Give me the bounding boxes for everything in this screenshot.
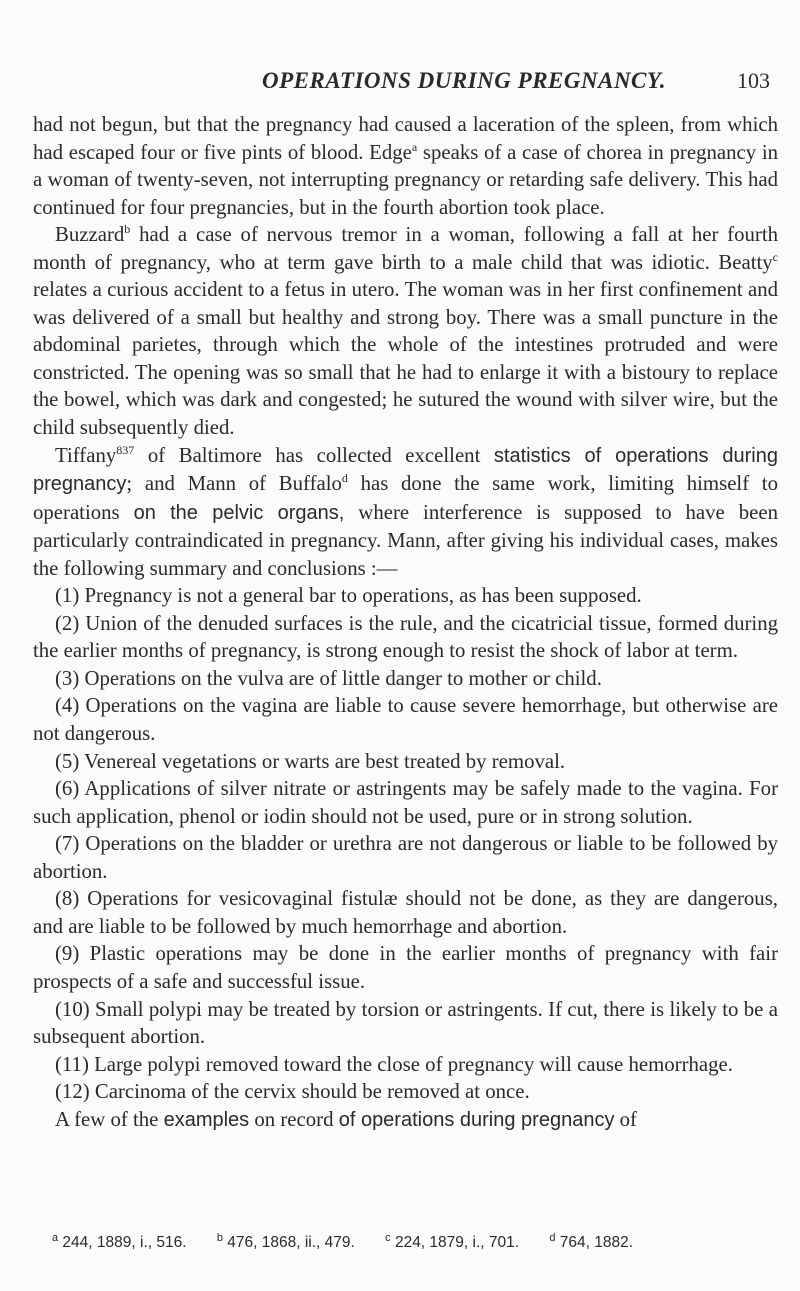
list-item: (10) Small polypi may be treated by torsion or astringents. If cut, there is likely to be a subsequent abortion. — [33, 997, 778, 1049]
footnote-c — [385, 1231, 520, 1251]
footnote-text: 224, 1879, i., 701. — [390, 1234, 520, 1251]
paragraph-last — [33, 1106, 778, 1135]
paragraph-text: had a case of nervous tremor in a woman, following a fall at her fourth month of pregnancy, who at term gave birth to a male child that was idiotic. Beatty — [33, 223, 778, 274]
highlighted-phrase: statistics of operations during pregnancy — [33, 444, 778, 496]
list-item: (1) Pregnancy is not a general bar to operations, as has been supposed. — [55, 584, 642, 608]
footnote-mark: c — [385, 1231, 391, 1244]
highlighted-phrase: on the pelvic organs, — [133, 501, 345, 524]
footnote-a — [52, 1231, 187, 1251]
paragraph-text: A few of the — [55, 1107, 164, 1131]
footnote-ref-b: b — [124, 222, 131, 237]
paragraph-text: on record — [249, 1107, 339, 1131]
footnote-mark: a — [52, 1231, 59, 1244]
footnote-text: 764, 1882. — [555, 1234, 634, 1251]
list-item: (9) Plastic operations may be done in the earlier months of pregnancy with fair prospects of a safe and successful issue. — [33, 942, 778, 993]
footnote-text: 244, 1889, i., 516. — [58, 1234, 187, 1251]
list-item: (7) Operations on the bladder or urethra are not dangerous or liable to be followed by abortion. — [33, 832, 778, 883]
list-item: (2) Union of the denuded surfaces is the rule, and the cicatricial tissue, formed during the earlier months of pregnancy, is strong enough to resist the shock of labor at term. — [33, 611, 778, 663]
list-item: (11) Large polypi removed toward the close of pregnancy will cause hemorrhage. — [55, 1052, 733, 1076]
paragraph-text: where interference is supposed to have been particularly contraindicated in pregnancy. Mann, after giving his individual cases, makes the following summary and conclusions :— — [33, 500, 778, 580]
footnote-d — [549, 1231, 634, 1251]
paragraph-3 — [33, 442, 778, 583]
footnote-ref-d: d — [341, 471, 348, 486]
paragraph-text: ; and Mann of Buffalo — [126, 472, 342, 496]
paragraph-text: relates a curious accident to a fetus in utero. The woman was in her first confinement and was delivered of a small but healthy and strong boy. There was a small puncture in the abdominal parietes, through which the whole of the intestines protruded and were constricted. The opening was so small that he had to enlarge it with a bistoury to replace the bowel, which was dark and congested; he sutured the wound with silver wire, but the child subsequently died. — [33, 278, 778, 440]
footnotes — [52, 1231, 752, 1252]
highlighted-phrase: of operations during pregnancy — [338, 1108, 615, 1131]
highlighted-phrase: examples — [163, 1108, 250, 1131]
list-item: (6) Applications of silver nitrate or astringents may be safely made to the vagina. For such application, phenol or iodin should not be used, pure or in strong solution. — [33, 777, 778, 828]
paragraph-text: of — [614, 1107, 637, 1131]
page-header — [262, 68, 770, 104]
footnote-ref-837: 837 — [116, 442, 135, 457]
paragraph-text: Tiffany — [55, 443, 117, 467]
paragraph-text: speaks of a case of chorea in pregnancy in a woman of twenty-seven, not interrupting pregnancy or retarding safe delivery. This had continued for four pregnancies, but in the fourth abortion took place. — [33, 140, 779, 219]
footnote-mark: d — [549, 1231, 556, 1244]
footnote-ref-a: a — [411, 139, 418, 154]
list-item: (5) Venereal vegetations or warts are best treated by removal. — [55, 749, 566, 773]
body-text — [33, 111, 778, 1134]
footnote-text: 476, 1868, ii., 479. — [222, 1234, 355, 1251]
paragraph-text: of Baltimore has collected excellent — [134, 443, 494, 467]
paragraph-text: had not begun, but that the pregnancy had caused a laceration of the spleen, from which had escaped four or five pints of blood. Edge — [33, 113, 778, 164]
paragraph-1 — [33, 111, 778, 221]
paragraph-2 — [33, 221, 778, 441]
paragraph-text: Buzzard — [55, 223, 125, 247]
running-title: OPERATIONS DURING PREGNANCY. — [262, 68, 666, 93]
paragraph-text: has done the same work, limiting himself to operations — [33, 472, 778, 524]
page-number: 103 — [737, 68, 770, 93]
list-item: (4) Operations on the vagina are liable to cause severe hemorrhage, but otherwise are not dangerous. — [33, 694, 778, 746]
footnote-mark: b — [216, 1231, 223, 1244]
list-item: (3) Operations on the vulva are of little danger to mother or child. — [55, 666, 602, 690]
list-item: (8) Operations for vesicovaginal fistulæ should not be done, as they are dangerous, and are liable to be followed by much hemorrhage and abortion. — [33, 887, 778, 938]
list-item: (12) Carcinoma of the cervix should be removed at once. — [55, 1080, 530, 1104]
footnote-b — [216, 1231, 355, 1251]
footnote-ref-c: c — [772, 249, 778, 264]
